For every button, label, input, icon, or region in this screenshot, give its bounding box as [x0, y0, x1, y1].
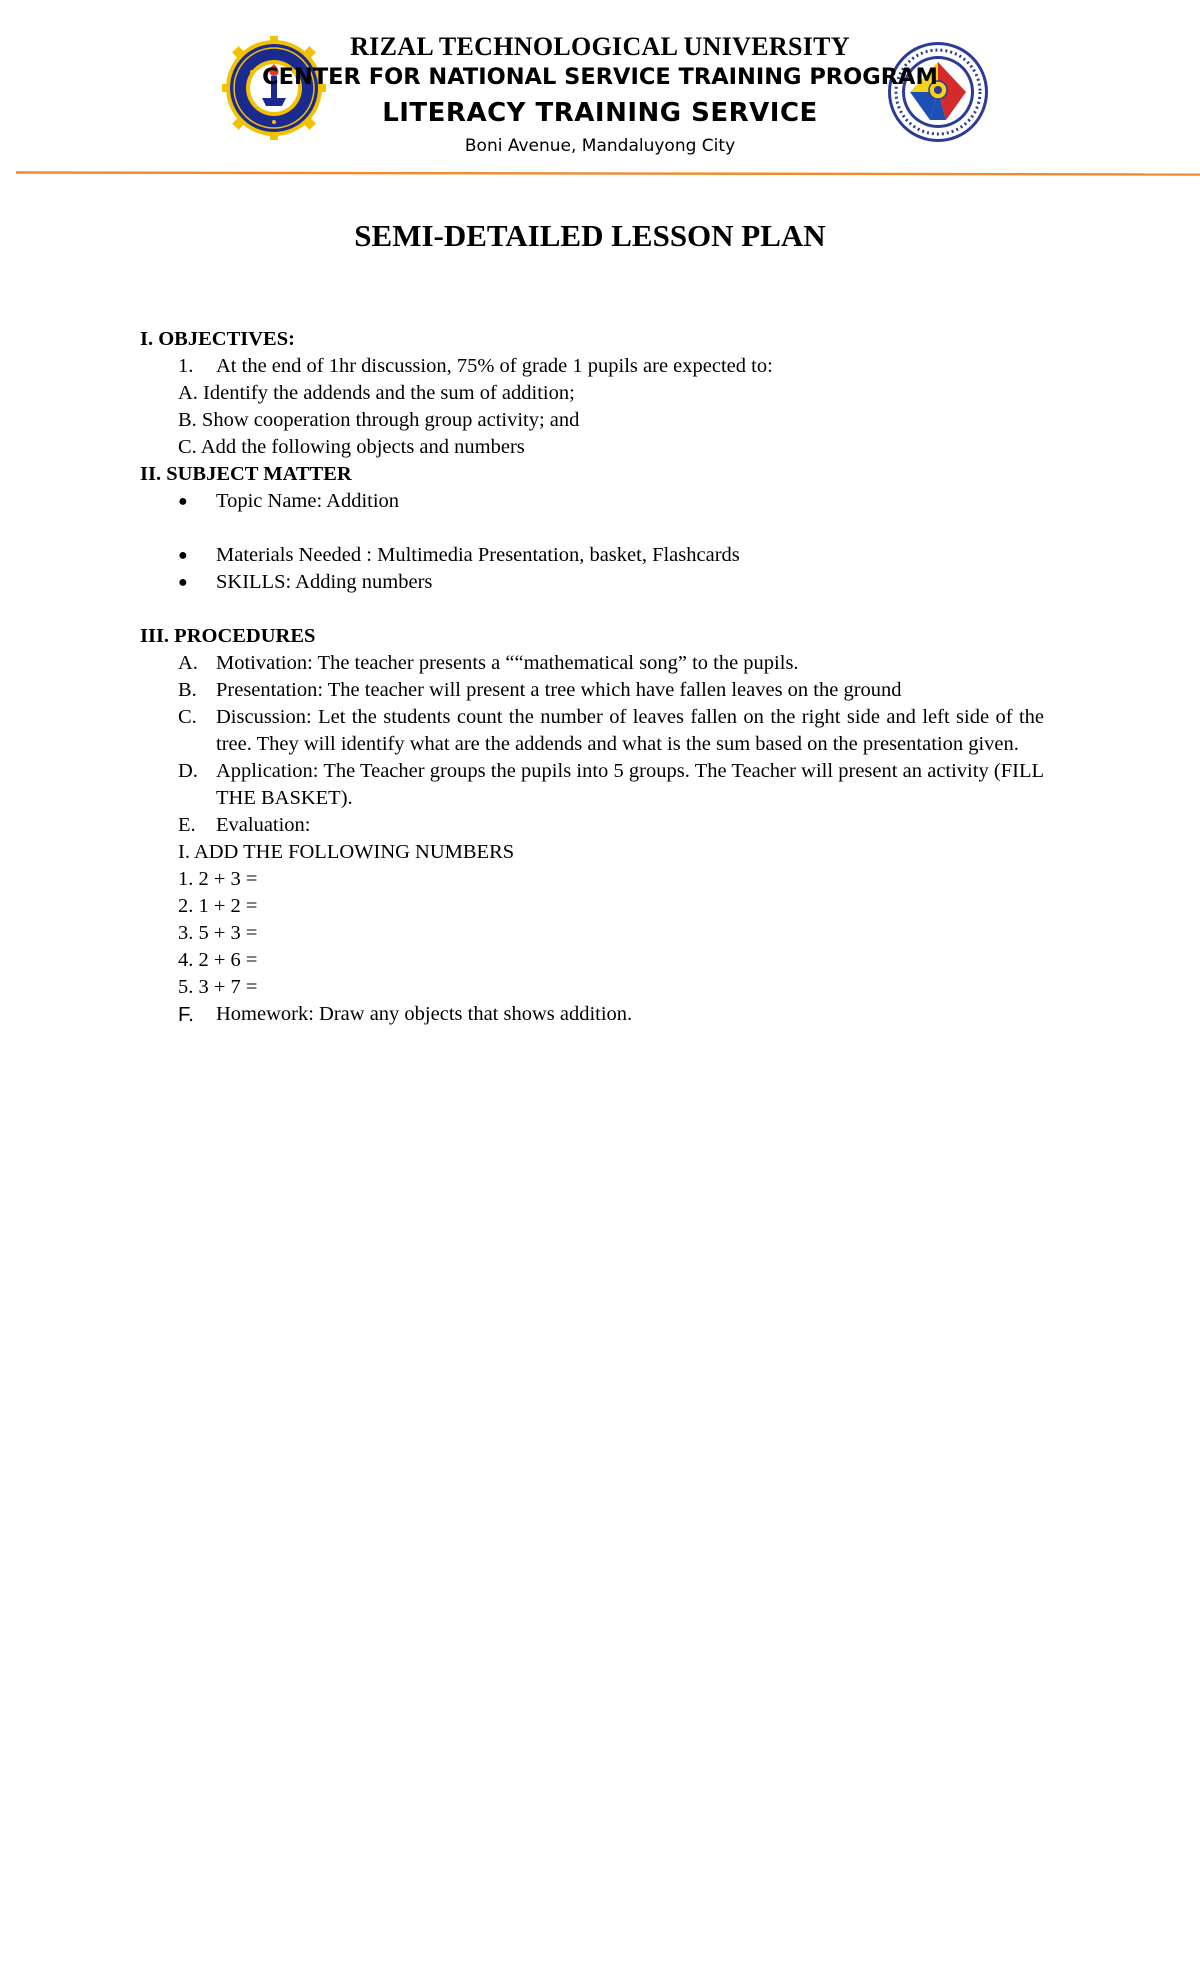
- procedure-text: Evaluation:: [216, 814, 311, 836]
- objective-item: C. Add the following objects and numbers: [178, 436, 525, 458]
- procedure-step: [140, 812, 1044, 839]
- university-address: Boni Avenue, Mandaluyong City: [464, 136, 736, 156]
- procedure-step: [140, 704, 1044, 758]
- evaluation-item: 4. 2 + 6 =: [178, 949, 258, 971]
- procedure-marker: E.: [178, 814, 196, 836]
- procedure-step: [140, 1001, 1044, 1028]
- objectives-heading: I. OBJECTIVES:: [140, 328, 295, 350]
- spacer: [140, 596, 1044, 623]
- page-title: SEMI-DETAILED LESSON PLAN: [354, 218, 826, 253]
- evaluation-item: 1. 2 + 3 =: [178, 868, 258, 890]
- procedure-marker: F.: [178, 1003, 194, 1026]
- procedure-step: [140, 650, 1044, 677]
- objective-item: B. Show cooperation through group activity; and: [178, 409, 580, 431]
- procedure-text: Homework: Draw any objects that shows addition.: [216, 1003, 633, 1025]
- procedure-step: [140, 758, 1044, 812]
- objectives-intro: [140, 353, 1044, 380]
- evaluation-item: 2. 1 + 2 =: [178, 895, 258, 917]
- university-name: RIZAL TECHNOLOGICAL UNIVERSITY: [350, 32, 850, 61]
- procedure-marker: B.: [178, 679, 197, 701]
- subject-matter-heading: II. SUBJECT MATTER: [140, 463, 352, 485]
- procedure-step: [140, 677, 1044, 704]
- procedure-text: Presentation: The teacher will present a tree which have fallen leaves on the ground: [216, 679, 902, 701]
- bullet-icon: ●: [178, 547, 188, 564]
- subject-matter-item: [140, 488, 1044, 515]
- subject-matter-text: SKILLS: Adding numbers: [216, 571, 433, 593]
- lesson-plan-body: [140, 326, 1044, 1028]
- evaluation-item: 3. 5 + 3 =: [178, 922, 258, 944]
- procedure-marker: A.: [178, 652, 198, 674]
- subject-matter-text: Materials Needed : Multimedia Presentation, basket, Flashcards: [216, 544, 740, 566]
- header-divider: [16, 163, 1200, 168]
- procedure-text: Motivation: The teacher presents a ““mathematical song” to the pupils.: [216, 652, 799, 674]
- service-name: LITERACY TRAINING SERVICE: [382, 98, 818, 128]
- subject-matter-item: [140, 542, 1044, 569]
- objective-item: A. Identify the addends and the sum of addition;: [178, 382, 575, 404]
- procedure-marker: D.: [178, 760, 198, 782]
- nstp-center-name: CENTER FOR NATIONAL SERVICE TRAINING PROGRAM: [262, 64, 938, 90]
- spacer: [140, 515, 1044, 542]
- objectives-intro-number: 1.: [178, 355, 194, 377]
- objectives-intro-text: At the end of 1hr discussion, 75% of grade 1 pupils are expected to:: [216, 355, 773, 377]
- procedure-marker: C.: [178, 706, 197, 728]
- procedure-text: Application: The Teacher groups the pupils into 5 groups. The Teacher will present an activity (FILL THE BASKET).: [216, 760, 1044, 809]
- procedures-heading: III. PROCEDURES: [140, 625, 316, 647]
- bullet-icon: ●: [178, 574, 188, 591]
- evaluation-heading: I. ADD THE FOLLOWING NUMBERS: [178, 841, 515, 863]
- subject-matter-item: [140, 569, 1044, 596]
- bullet-icon: ●: [178, 493, 188, 510]
- procedure-text: Discussion: Let the students count the number of leaves fallen on the right side and left side of the tree. They will identify what are the addends and what is the sum based on the presentation given.: [216, 706, 1044, 755]
- subject-matter-text: Topic Name: Addition: [216, 490, 400, 512]
- evaluation-item: 5. 3 + 7 =: [178, 976, 258, 998]
